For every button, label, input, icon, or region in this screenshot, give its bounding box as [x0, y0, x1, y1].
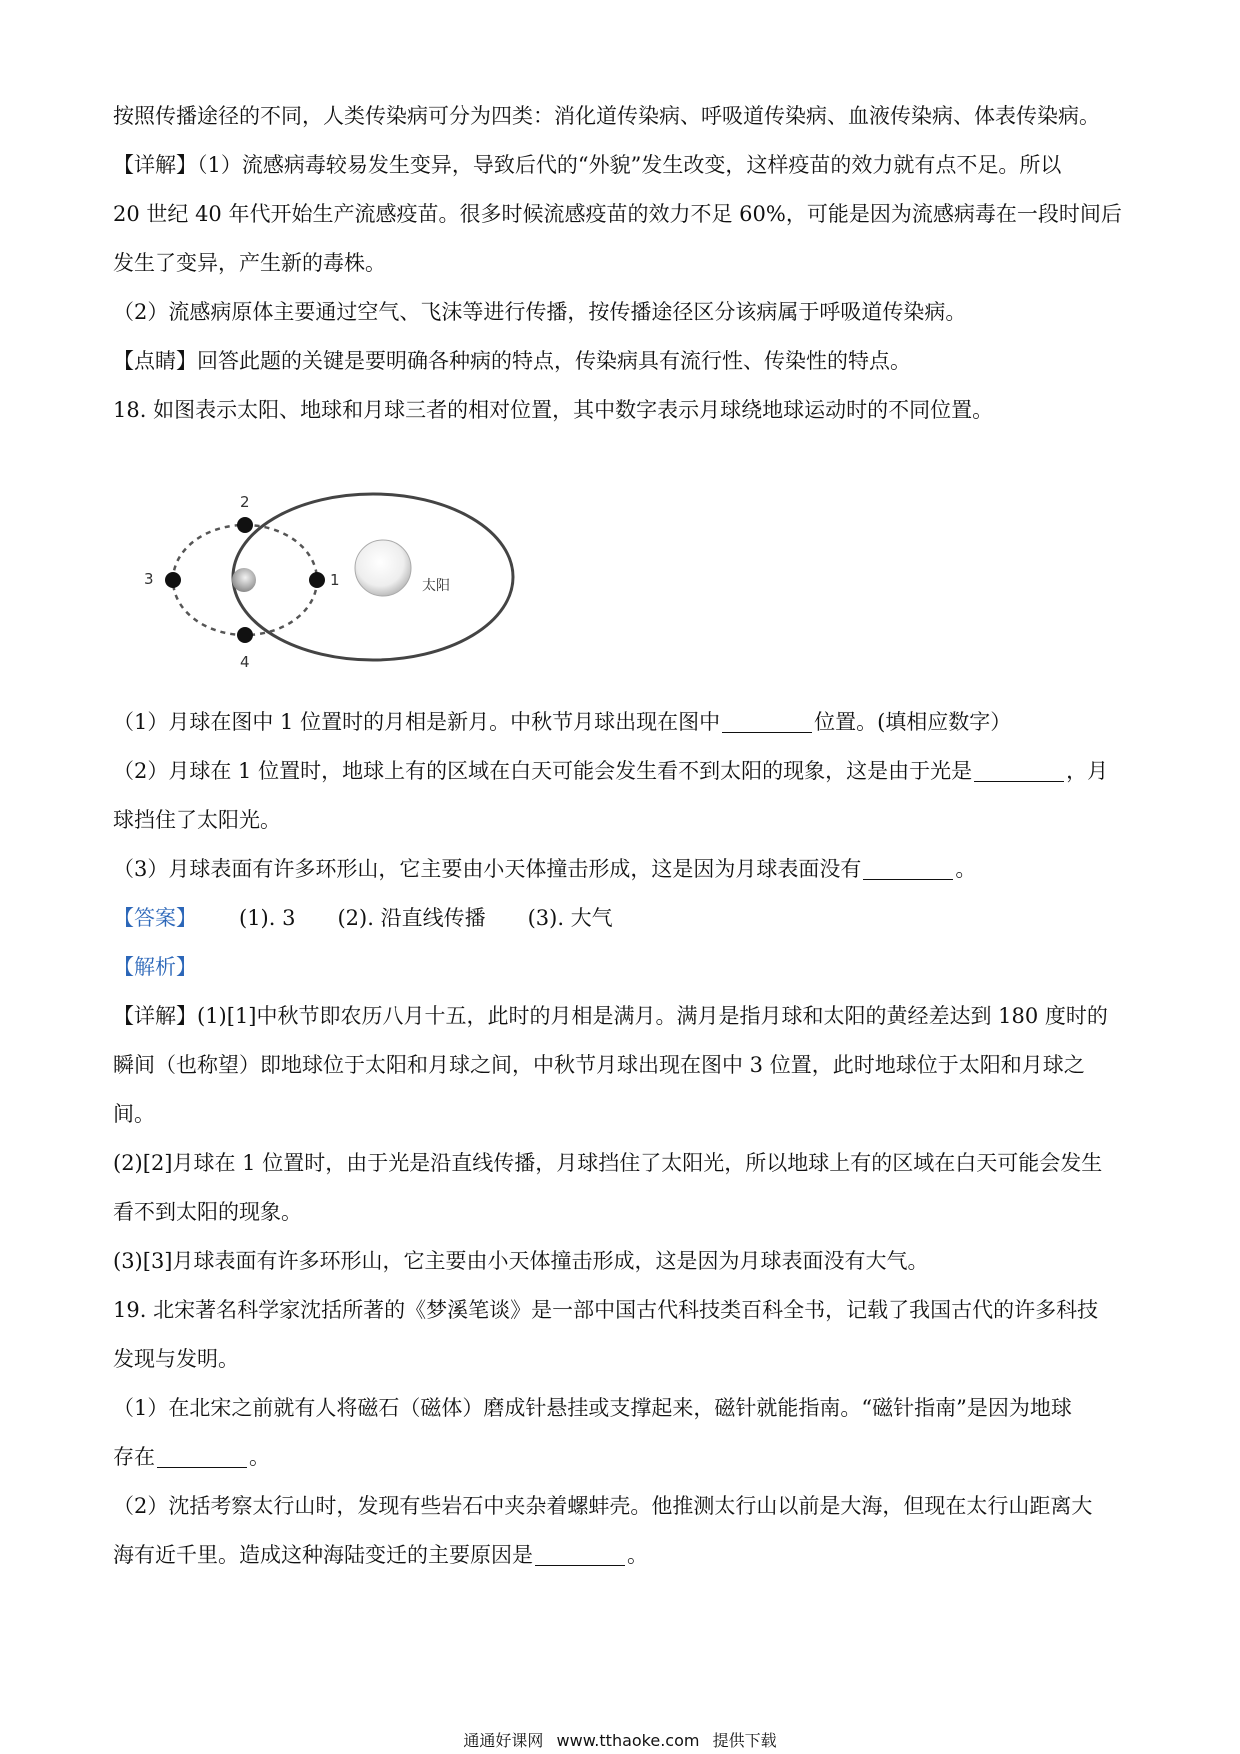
- answer-2: (2). 沿直线传播: [337, 906, 486, 930]
- answer-3: (3). 大气: [527, 906, 613, 930]
- analysis-label: 【解析】: [113, 955, 197, 979]
- question-18-3: [113, 845, 1133, 894]
- text-segment: （2）月球在 1 位置时，地球上有的区域在白天可能会发生看不到太阳的现象，这是由于光是: [113, 759, 973, 783]
- text-segment: （3）月球表面有许多环形山，它主要由小天体撞击形成，这是因为月球表面没有: [113, 857, 862, 881]
- text-line: 瞬间（也称望）即地球位于太阳和月球之间，中秋节月球出现在图中 3 位置，此时地球位于太阳和月球之: [113, 1053, 1085, 1077]
- text-line: （1）在北宋之前就有人将磁石（磁体）磨成针悬挂或支撑起来，磁针就能指南。“磁针指南”是因为地球: [113, 1396, 1072, 1420]
- text-line: (2)[2]月球在 1 位置时，由于光是沿直线传播，月球挡住了太阳光，所以地球上有的区域在白天可能会发生: [113, 1151, 1103, 1175]
- sun-earth-moon-diagram: [130, 480, 550, 680]
- question-18-1: [113, 698, 1133, 747]
- answer-label: 【答案】: [113, 906, 197, 930]
- question-19-stem: 19. 北宋著名科学家沈括所著的《梦溪笔谈》是一部中国古代科技类百科全书，记载了我国古代的许多科技: [113, 1298, 1099, 1322]
- text-segment: 。: [627, 1543, 648, 1567]
- text-line: 【详解】(1)[1]中秋节即农历八月十五，此时的月相是满月。满月是指月球和太阳的黄经差达到 180 度时的: [113, 1004, 1108, 1028]
- text-line: 间。: [113, 1102, 155, 1126]
- text-segment: 存在: [113, 1445, 155, 1469]
- answer-blank: [974, 761, 1064, 782]
- question-19-2: [113, 1531, 1133, 1580]
- question-18-stem: 18. 如图表示太阳、地球和月球三者的相对位置，其中数字表示月球绕地球运动时的不同位置。: [113, 398, 994, 422]
- text-line: 【详解】（1）流感病毒较易发生变异，导致后代的“外貌”发生改变，这样疫苗的效力就有点不足。所以: [113, 153, 1062, 177]
- moon-position-2: [237, 517, 253, 533]
- text-line: 【点睛】回答此题的关键是要明确各种病的特点，传染病具有流行性、传染性的特点。: [113, 349, 911, 373]
- sun-label: 太阳: [422, 578, 450, 594]
- text-line: 看不到太阳的现象。: [113, 1200, 302, 1224]
- text-line: 发生了变异，产生新的毒株。: [113, 251, 386, 275]
- answer-blank: [157, 1447, 247, 1468]
- answer-blank: [535, 1545, 625, 1566]
- moon-position-3: [165, 572, 181, 588]
- text-line: (3)[3]月球表面有许多环形山，它主要由小天体撞击形成，这是因为月球表面没有大气。: [113, 1249, 929, 1273]
- sun: [355, 540, 411, 596]
- question-18-2: [113, 747, 1133, 796]
- text-segment: 海有近千里。造成这种海陆变迁的主要原因是: [113, 1543, 533, 1567]
- answer-1: (1). 3: [239, 906, 296, 930]
- text-segment: 。: [955, 857, 977, 881]
- position-label-4: 4: [240, 653, 250, 671]
- text-line: 20 世纪 40 年代开始生产流感疫苗。很多时候流感疫苗的效力不足 60%，可能是因为流感病毒在一段时间后: [113, 202, 1122, 226]
- footer-note: 提供下载: [712, 1731, 777, 1750]
- text-line: 球挡住了太阳光。: [113, 808, 281, 832]
- page-footer: [0, 1728, 1240, 1751]
- text-line: 发现与发明。: [113, 1347, 239, 1371]
- text-segment: （1）月球在图中 1 位置时的月相是新月。中秋节月球出现在图中: [113, 710, 721, 734]
- position-label-3: 3: [144, 570, 154, 588]
- answer-blank: [722, 712, 812, 733]
- text-segment: ，月: [1066, 759, 1109, 783]
- moon-position-4: [237, 627, 253, 643]
- text-line: 按照传播途径的不同，人类传染病可分为四类：消化道传染病、呼吸道传染病、血液传染病、体表传染病。: [113, 104, 1100, 128]
- text-line: （2）沈括考察太行山时，发现有些岩石中夹杂着螺蚌壳。他推测太行山以前是大海，但现在太行山距离大: [113, 1494, 1093, 1518]
- answer-line: [113, 894, 1133, 943]
- answer-blank: [863, 859, 953, 880]
- text-segment: 位置。(填相应数字）: [814, 710, 1012, 734]
- moon-position-1: [309, 572, 325, 588]
- footer-site: 通通好课网: [463, 1731, 544, 1750]
- position-label-2: 2: [240, 493, 250, 511]
- text-line: （2）流感病原体主要通过空气、飞沫等进行传播，按传播途径区分该病属于呼吸道传染病。: [113, 300, 967, 324]
- footer-url[interactable]: www.tthaoke.com: [556, 1731, 700, 1750]
- text-segment: 。: [249, 1445, 270, 1469]
- earth: [232, 568, 256, 592]
- question-19-1: [113, 1433, 1133, 1482]
- position-label-1: 1: [330, 571, 340, 589]
